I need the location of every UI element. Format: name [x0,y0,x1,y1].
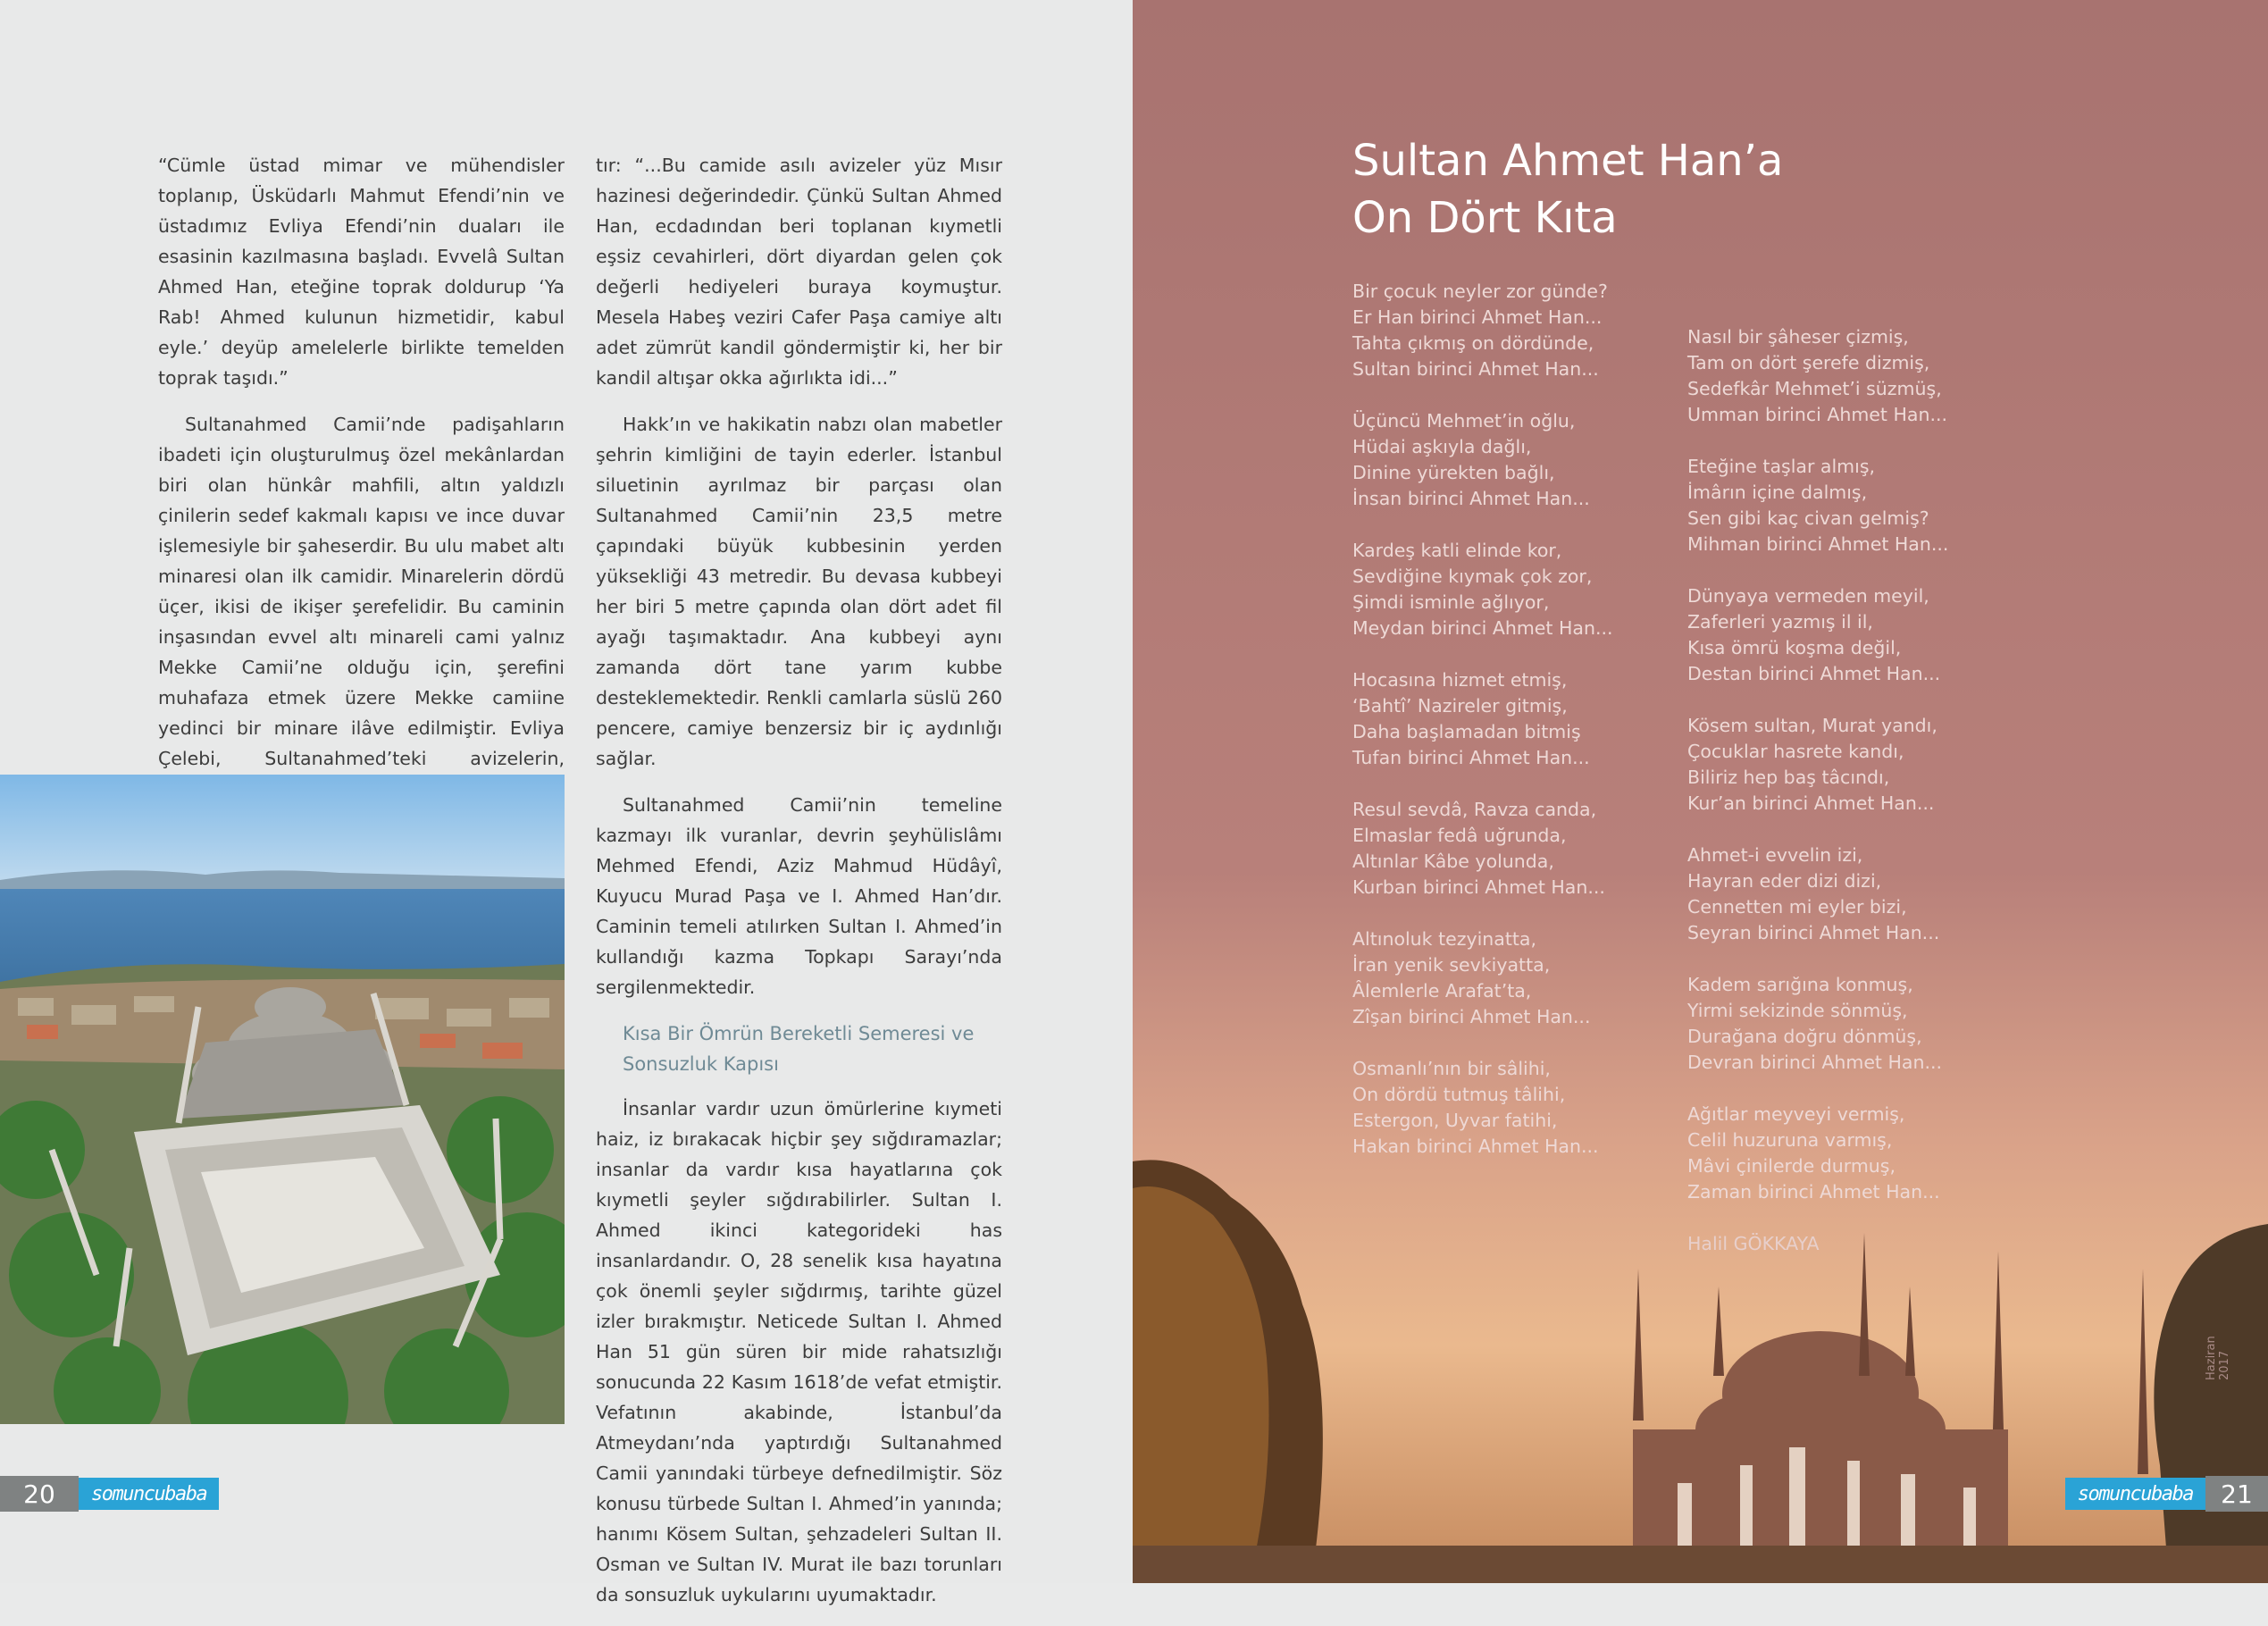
poem-line: Kur’an birinci Ahmet Han... [1687,792,1935,814]
folio-right [2065,1476,2268,1512]
poem-line: Er Han birinci Ahmet Han... [1352,306,1603,328]
poem-line: Altınoluk tezyinatta, [1352,928,1537,950]
poem-stanza [1687,583,1982,687]
poem-stanza [1352,538,1647,641]
poem-stanza [1687,1102,1982,1205]
poem-stanza [1352,408,1647,512]
brand-logo: somuncubaba [79,1478,219,1510]
poem-line: Üçüncü Mehmet’in oğlu, [1352,410,1576,432]
poem-line: İnsan birinci Ahmet Han... [1352,488,1590,509]
poem-line: Biliriz hep baş tâcındı, [1687,767,1890,788]
poem-title [1352,132,1783,247]
poem-line: Hakan birinci Ahmet Han... [1352,1136,1599,1157]
section-subheading: Kısa Bir Ömrün Bereketli Semeresi ve Sonsuzluk Kapısı [623,1023,975,1075]
poem-line: Osmanlı’nın bir sâlihi, [1352,1058,1551,1079]
article-paragraph: Hakk’ın ve hakikatin nabzı olan mabetler şehrin kimliğini de tayin ederler. İstanbul siluetinin ayrılmaz bir parçası olan Sultanahmed Camii’nin 23,5 metre çapındaki büyük kubbesinin yerden yüksekliği 43 metredir. Bu devasa kubbeyi her biri 5 metre çapında olan dört adet fil ayağı taşımaktadır. Ana kubbeyi aynı zamanda dört tane yarım kubbe desteklemektedir. Renkli camlarla süslü 260 pencere, camiye benzersiz bir iç aydınlığı sağlar. [596,414,1002,769]
poem-line: Âlemlerle Arafat’ta, [1352,980,1532,1002]
folio-left [0,1476,219,1512]
brand-logo: somuncubaba [2065,1478,2205,1510]
poem-line: Seyran birinci Ahmet Han... [1687,922,1940,943]
article-paragraph: Sultanahmed Camii’nin temeline kazmayı ilk vuranlar, devrin şeyhülislâmı Mehmed Efendi, Aziz Mahmud Hüdâyî, Kuyucu Murad Paşa ve I. Ahmed Han’dır. Caminin temeli atılırken Sultan I. Ahmed’in kullandığı kazma Topkapı Sarayı’nda sergilenmektedir. [596,794,1002,998]
poem-line: Hayran eder dizi dizi, [1687,870,1882,892]
poem-line: Devran birinci Ahmet Han... [1687,1052,1943,1073]
poem-line: Celil huzuruna varmış, [1687,1129,1893,1151]
page-number: 20 [0,1476,79,1512]
poem-stanza [1352,279,1647,382]
poem-line: Zaman birinci Ahmet Han... [1687,1181,1940,1203]
poem-stanza [1352,667,1647,771]
article-paragraph: “Cümle üstad mimar ve mühendisler toplanıp, Üsküdarlı Mahmut Efendi’nin ve üstadımız Evliya Efendi’nin duaları ile esasinin kazılmasına başladı. Evvelâ Sultan Ahmed Han, eteğine toprak doldurup ‘Ya Rab! Ahmed kulunun hizmetidir, kabul eyle.’ deyüp amelelerle birlikte temelden toprak taşıdı.” [158,155,565,389]
poem-line: Mâvi çinilerde durmuş, [1687,1155,1896,1177]
poem-line: Kurban birinci Ahmet Han... [1352,876,1605,898]
issue-date-credit: Haziran 2017 [2205,1336,2231,1380]
poem-line: Çocuklar hasrete kandı, [1687,741,1904,762]
poem-stanza [1352,1056,1647,1160]
poem-stanza [1687,454,1982,557]
poem-line: Kösem sultan, Murat yandı, [1687,715,1937,736]
poem-stanza [1687,324,1982,428]
article-column-1 [158,150,565,851]
poem-line: Ağıtlar meyveyi vermiş, [1687,1103,1905,1125]
poem-line: Sedefkâr Mehmet’i süzmüş, [1687,378,1942,399]
poem-line: İran yenik sevkiyatta, [1352,954,1551,976]
poem-column-2 [1687,324,1982,1257]
poem-line: Sevdiğine kıymak çok zor, [1352,566,1593,587]
poem-line: Estergon, Uyvar fatihi, [1352,1110,1558,1131]
poem-line: Eteğine taşlar almış, [1687,456,1876,477]
poem-line: Resul sevdâ, Ravza canda, [1352,799,1597,820]
poem-line: Daha başlamadan bitmiş [1352,721,1581,742]
poem-line: Destan birinci Ahmet Han... [1687,663,1941,684]
poem-line: Sen gibi kaç civan gelmiş? [1687,507,1929,529]
poem-line: Kısa ömrü koşma değil, [1687,637,1902,658]
poem-line: Mihman birinci Ahmet Han... [1687,533,1949,555]
poem-line: İmârın içine dalmış, [1687,482,1868,503]
poem-stanza [1687,842,1982,946]
aerial-mosque-photo [0,775,565,1424]
poem-line: Hocasına hizmet etmiş, [1352,669,1568,691]
poem-line: Cennetten mi eyler bizi, [1687,896,1907,918]
poem-line: Elmaslar fedâ uğrunda, [1352,825,1567,846]
poem-line: Durağana doğru dönmüş, [1687,1026,1922,1047]
poem-line: Yirmi sekizinde sönmüş, [1687,1000,1908,1021]
poem-line: Tufan birinci Ahmet Han... [1352,747,1590,768]
poem-line: Dinine yürekten bağlı, [1352,462,1555,483]
poem-line: Nasıl bir şâheser çizmiş, [1687,326,1909,348]
poem-line: Hüdai aşkıyla dağlı, [1352,436,1532,457]
poem-line: Sultan birinci Ahmet Han... [1352,358,1599,380]
poem-line: Tahta çıkmış on dördünde, [1352,332,1594,354]
poem-column-1 [1352,279,1647,1186]
poem-stanza [1352,797,1647,901]
poem-line: Umman birinci Ahmet Han... [1687,404,1947,425]
poem-line: Zaferleri yazmış il il, [1687,611,1873,633]
poem-line: ‘Bahtî’ Nazireler gitmiş, [1352,695,1568,717]
poem-line: Meydan birinci Ahmet Han... [1352,617,1613,639]
article-paragraph: İnsanlar vardır uzun ömürlerine kıymeti haiz, iz bırakacak hiçbir şey sığdıramazlar; insanlar da vardır kısa hayatlarına çok kıymetli şeyler sığdırabilirler. Sultan I. Ahmed ikinci kategorideki has insanlardandır. O, 28 senelik kısa hayatına çok önemli şeyler sığdırmış, tarihte güzel izler bırakmıştır. Neticede Sultan I. Ahmed Han 51 gün süren bir mide rahatsızlığı sonucunda 22 Kasım 1618’de vefat etmiştir. Vefatının akabinde, İstanbul’da Atmeydanı’nda yaptırdığı Sultanahmed Camii yanındaki türbeye defnedilmiştir. Söz konusu türbede Sultan I. Ahmed’in yanında; hanımı Kösem Sultan, şehzadeleri Sultan II. Osman ve Sultan IV. Murat ile bazı torunları da sonsuzluk uykularını uyumaktadır. [596,1098,1002,1605]
poem-title-line-2: On Dört Kıta [1352,193,1618,243]
poem-line: Tam on dört şerefe dizmiş, [1687,352,1930,373]
poem-stanza [1687,972,1982,1076]
poem-line: Altınlar Kâbe yolunda, [1352,851,1554,872]
poem-line: Kadem sarığına konmuş, [1687,974,1913,995]
poem-line: Ahmet-i evvelin izi, [1687,844,1863,866]
article-paragraph: tır: “...Bu camide asılı avizeler yüz Mısır hazinesi değerindedir. Çünkü Sultan Ahmed Han, ecdadından beri toplanan kıymetli eşsiz cevahirleri, dört diyardan gelen çok değerli hediyeleri buraya koymuştur. Mesela Habeş veziri Cafer Paşa camiye altı adet zümrüt kandil göndermiştir ki, her bir kandil altışar okka ağırlıkta idi...” [596,155,1002,389]
poem-line: On dördü tutmuş tâlihi, [1352,1084,1566,1105]
poem-line: Şimdi isminle ağlıyor, [1352,591,1550,613]
right-page [1133,0,2268,1583]
poem-line: Dünyaya vermeden meyil, [1687,585,1929,607]
poem-stanza [1687,713,1982,817]
poem-author: Halil GÖKKAYA [1687,1233,1820,1254]
article-column-2 [596,150,1002,1626]
page-number: 21 [2205,1476,2268,1512]
poem-line: Zîşan birinci Ahmet Han... [1352,1006,1591,1027]
poem-stanza [1352,926,1647,1030]
left-page [0,0,1133,1605]
poem-title-line-1: Sultan Ahmet Han’a [1352,136,1784,186]
poem-line: Kardeş katli elinde kor, [1352,540,1562,561]
article-paragraph: Sultanahmed Camii’nde padişahların ibadeti için oluşturulmuş özel mekânlardan biri olan hünkâr mahfili, altın yaldızlı çinilerin sedef kakmalı kapısı ve ince duvar işlemesiyle bir şaheserdir. Bu ulu mabet altı minaresi olan ilk camidir. Minarelerin dördü üçer, ikisi de ikişer şerefelidir. Bu caminin inşasından evvel altı minareli cami yalnız Mekke Camii’ne olduğu için, şerefini muhafaza etmek üzere Mekke camiine yedinci bir minare ilâve edilmiştir. Evliya Çelebi, Sultanahmed’teki avizelerin, [158,414,565,769]
poem-line: Bir çocuk neyler zor günde? [1352,281,1608,302]
